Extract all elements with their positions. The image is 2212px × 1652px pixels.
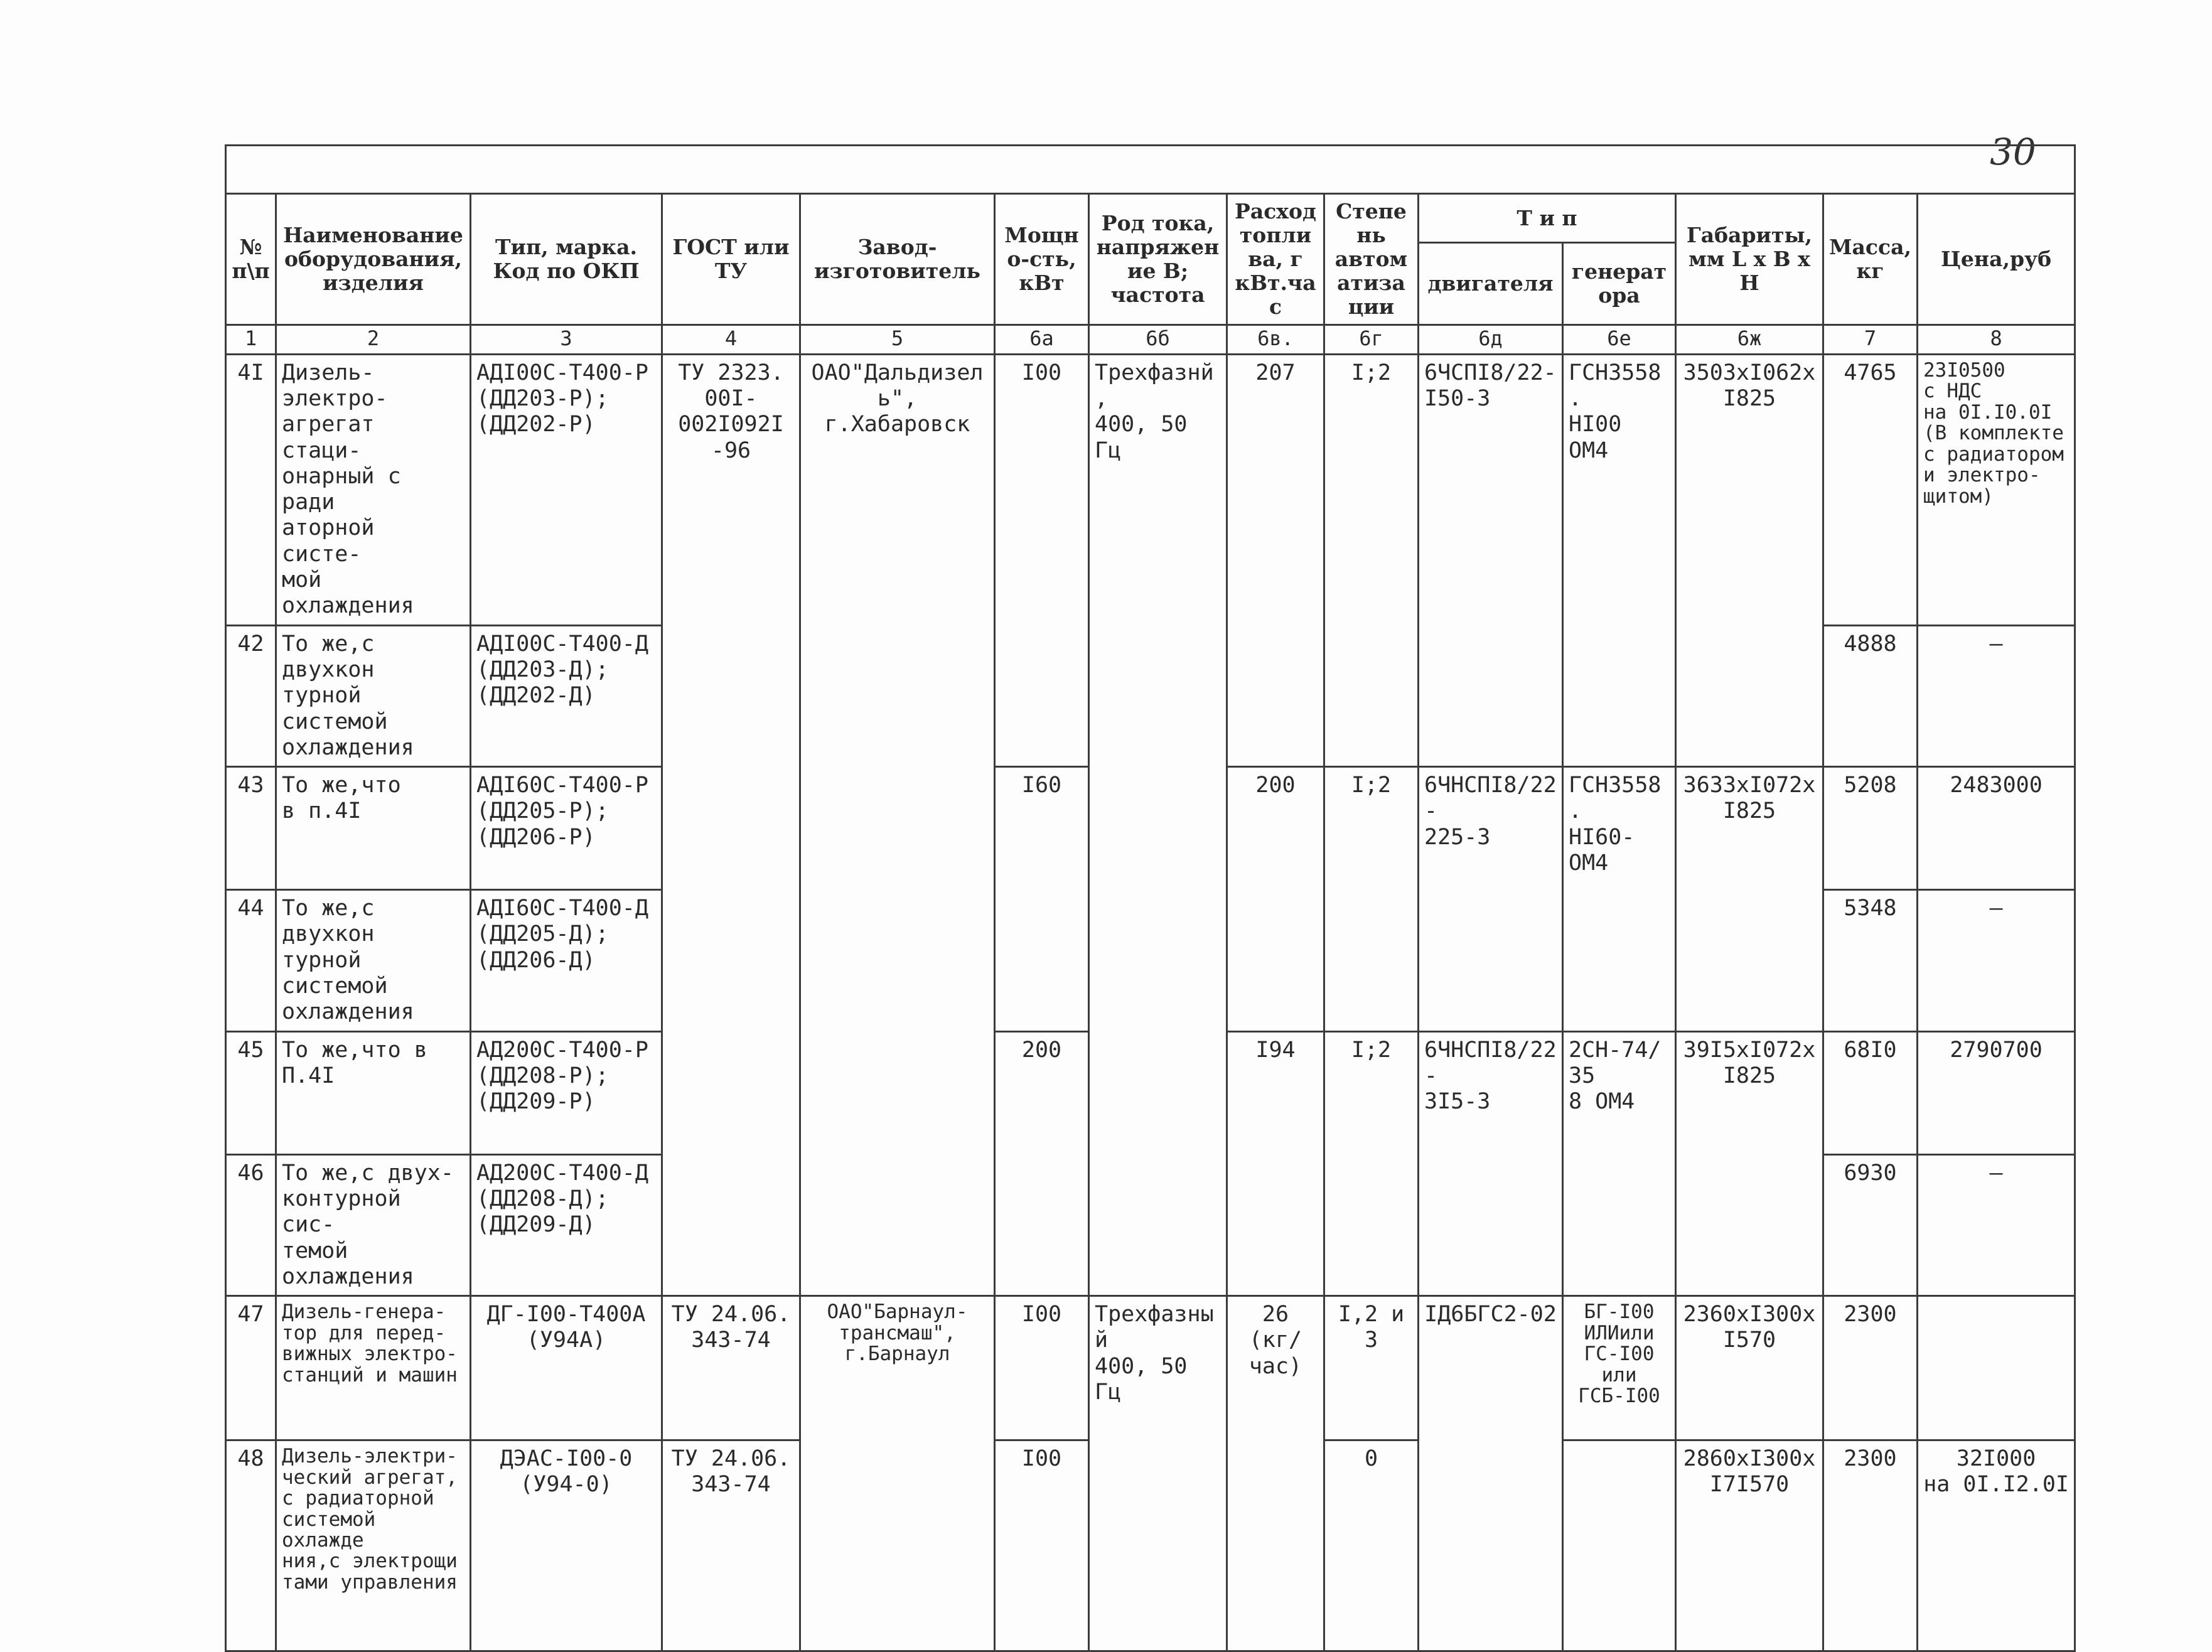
engine-type: 6ЧНСПI8/22- 225-3 (1419, 767, 1563, 1031)
colnum-6zh: 6ж (1676, 324, 1823, 354)
colnum-6b: 6б (1089, 324, 1227, 354)
table-row (226, 354, 2075, 625)
type-code: ДЭАС-I00-0 (У94-0) (471, 1440, 662, 1651)
equipment-name: То же,с двухкон турной системой охлаждения (276, 890, 471, 1031)
header-type: Тип, марка. Код по ОКП (471, 194, 662, 325)
header-dims: Габариты, мм L x B x H (1676, 194, 1823, 325)
row-number: 48 (226, 1440, 276, 1651)
type-code: ДГ-I00-Т400А (У94А) (471, 1296, 662, 1440)
equipment-name: То же,что в п.4I (276, 767, 471, 890)
header-price: Цена,руб (1918, 194, 2075, 325)
mass-kg: 5348 (1823, 890, 1918, 1031)
fuel-consumption: 200 (1227, 767, 1324, 1031)
power-kw: I60 (995, 767, 1089, 1031)
generator-type: ГСН3558. НI00 ОМ4 (1563, 354, 1676, 766)
row-number: 47 (226, 1296, 276, 1440)
header-mass: Масса, кг (1823, 194, 1918, 325)
row-number: 42 (226, 625, 276, 766)
generator-type (1563, 1440, 1676, 1651)
automation-level: I;2 (1324, 1031, 1419, 1295)
equipment-table (225, 144, 2076, 1652)
colnum-6d: 6д (1419, 324, 1563, 354)
header-factory: Завод-изготовитель (800, 194, 995, 325)
price: 2483000 (1918, 767, 2075, 890)
colnum-8: 8 (1918, 324, 2075, 354)
colnum-1: 1 (226, 324, 276, 354)
power-kw: I00 (995, 354, 1089, 766)
equipment-name: Дизель-электри- ческий агрегат, с радиаторной системой охлажде ния,с электрощи тами управления (276, 1440, 471, 1651)
generator-type: 2СН-74/35 8 ОМ4 (1563, 1031, 1676, 1295)
equipment-name: Дизель-электро- агрегат стаци- онарный с ради аторной систе- мой охлаждения (276, 354, 471, 625)
header-row (226, 194, 2075, 243)
dimensions: 39I5хI072х I825 (1676, 1031, 1823, 1295)
header-name: Наименование оборудования, изделия (276, 194, 471, 325)
fuel-consumption: 207 (1227, 354, 1324, 766)
price: — (1918, 890, 2075, 1031)
row-number: 44 (226, 890, 276, 1031)
power-kw: I00 (995, 1440, 1089, 1651)
header-engine: двигателя (1419, 243, 1563, 324)
current-type: Трехфазнй, 400, 50 Гц (1089, 354, 1227, 1295)
dimensions: 3503хI062х I825 (1676, 354, 1823, 766)
automation-level: I,2 и 3 (1324, 1296, 1419, 1440)
type-code: АДI60С-Т400-Д (ДД205-Д); (ДД206-Д) (471, 890, 662, 1031)
current-type: Трехфазный 400, 50 Гц (1089, 1296, 1227, 1651)
engine-type: 6ЧСПI8/22- I50-3 (1419, 354, 1563, 766)
colnum-2: 2 (276, 324, 471, 354)
header-gen: генератора (1563, 243, 1676, 324)
type-code: АДI00С-Т400-Р (ДД203-Р); (ДД202-Р) (471, 354, 662, 625)
mass-kg: 68I0 (1823, 1031, 1918, 1154)
colnum-6e: 6е (1563, 324, 1676, 354)
price (1918, 1296, 2075, 1440)
type-code: АД200С-Т400-Р (ДД208-Р); (ДД209-Р) (471, 1031, 662, 1154)
equipment-name: То же,что в П.4I (276, 1031, 471, 1154)
header-current: Род тока, напряжение В; частота (1089, 194, 1227, 325)
row-number: 43 (226, 767, 276, 890)
mass-kg: 4765 (1823, 354, 1918, 625)
manufacturer: ОАО"Барнаул- трансмаш", г.Барнаул (800, 1296, 995, 1651)
colnum-6a: 6а (995, 324, 1089, 354)
dimensions: 2360хI300х I570 (1676, 1296, 1823, 1440)
dimensions: 3633хI072х I825 (1676, 767, 1823, 1031)
mass-kg: 6930 (1823, 1154, 1918, 1295)
fuel-consumption: 26 (кг/час) (1227, 1296, 1324, 1651)
type-code: АДI00С-Т400-Д (ДД203-Д); (ДД202-Д) (471, 625, 662, 766)
colnum-4: 4 (662, 324, 800, 354)
price: — (1918, 1154, 2075, 1295)
mass-kg: 2300 (1823, 1296, 1918, 1440)
gost-spec: ТУ 2323. 00I-002I092I -96 (662, 354, 800, 1295)
power-kw: I00 (995, 1296, 1089, 1440)
header-tip: Т и п (1419, 194, 1676, 243)
manufacturer: ОАО"Дальдизель", г.Хабаровск (800, 354, 995, 1295)
mass-kg: 4888 (1823, 625, 1918, 766)
header-gost: ГОСТ или ТУ (662, 194, 800, 325)
price: 32I000 на 0I.I2.0I (1918, 1440, 2075, 1651)
generator-type: БГ-I00 ИЛИили ГС-I00 или ГСБ-I00 (1563, 1296, 1676, 1440)
price: 2790700 (1918, 1031, 2075, 1154)
equipment-name: Дизель-генера- тор для перед- вижных электро- станций и машин (276, 1296, 471, 1440)
equipment-name: То же,с двух- контурной сис- темой охлаждения (276, 1154, 471, 1295)
column-number-row (226, 324, 2075, 354)
gost-spec: ТУ 24.06. 343-74 (662, 1440, 800, 1651)
automation-level: 0 (1324, 1440, 1419, 1651)
header-no: № п\п (226, 194, 276, 325)
table-top-band (226, 146, 2075, 194)
mass-kg: 5208 (1823, 767, 1918, 890)
equipment-name: То же,с двухкон турной системой охлаждения (276, 625, 471, 766)
table-row (226, 1296, 2075, 1440)
colnum-6v: 6в. (1227, 324, 1324, 354)
power-kw: 200 (995, 1031, 1089, 1295)
gost-spec: ТУ 24.06. 343-74 (662, 1296, 800, 1440)
fuel-consumption: I94 (1227, 1031, 1324, 1295)
colnum-6g: 6г (1324, 324, 1419, 354)
header-fuel: Расход топлива, г кВт.час (1227, 194, 1324, 325)
automation-level: I;2 (1324, 354, 1419, 766)
automation-level: I;2 (1324, 767, 1419, 1031)
dimensions: 2860хI300х I7I570 (1676, 1440, 1823, 1651)
price: 23I0500 с НДС на 0I.I0.0I (В комплекте с радиатором и электро- щитом) (1918, 354, 2075, 625)
header-auto: Степень автоматизации (1324, 194, 1419, 325)
row-number: 4I (226, 354, 276, 625)
type-code: АДI60С-Т400-Р (ДД205-Р); (ДД206-Р) (471, 767, 662, 890)
generator-type: ГСН3558. НI60-ОМ4 (1563, 767, 1676, 1031)
page-number: 30 (1990, 131, 2036, 173)
colnum-5: 5 (800, 324, 995, 354)
row-number: 45 (226, 1031, 276, 1154)
price: — (1918, 625, 2075, 766)
colnum-7: 7 (1823, 324, 1918, 354)
colnum-3: 3 (471, 324, 662, 354)
engine-type: 6ЧНСПI8/22- 3I5-3 (1419, 1031, 1563, 1295)
mass-kg: 2300 (1823, 1440, 1918, 1651)
row-number: 46 (226, 1154, 276, 1295)
type-code: АД200С-Т400-Д (ДД208-Д); (ДД209-Д) (471, 1154, 662, 1295)
engine-type: IД6БГС2-02 (1419, 1296, 1563, 1651)
header-power: Мощно-сть, кВт (995, 194, 1089, 325)
